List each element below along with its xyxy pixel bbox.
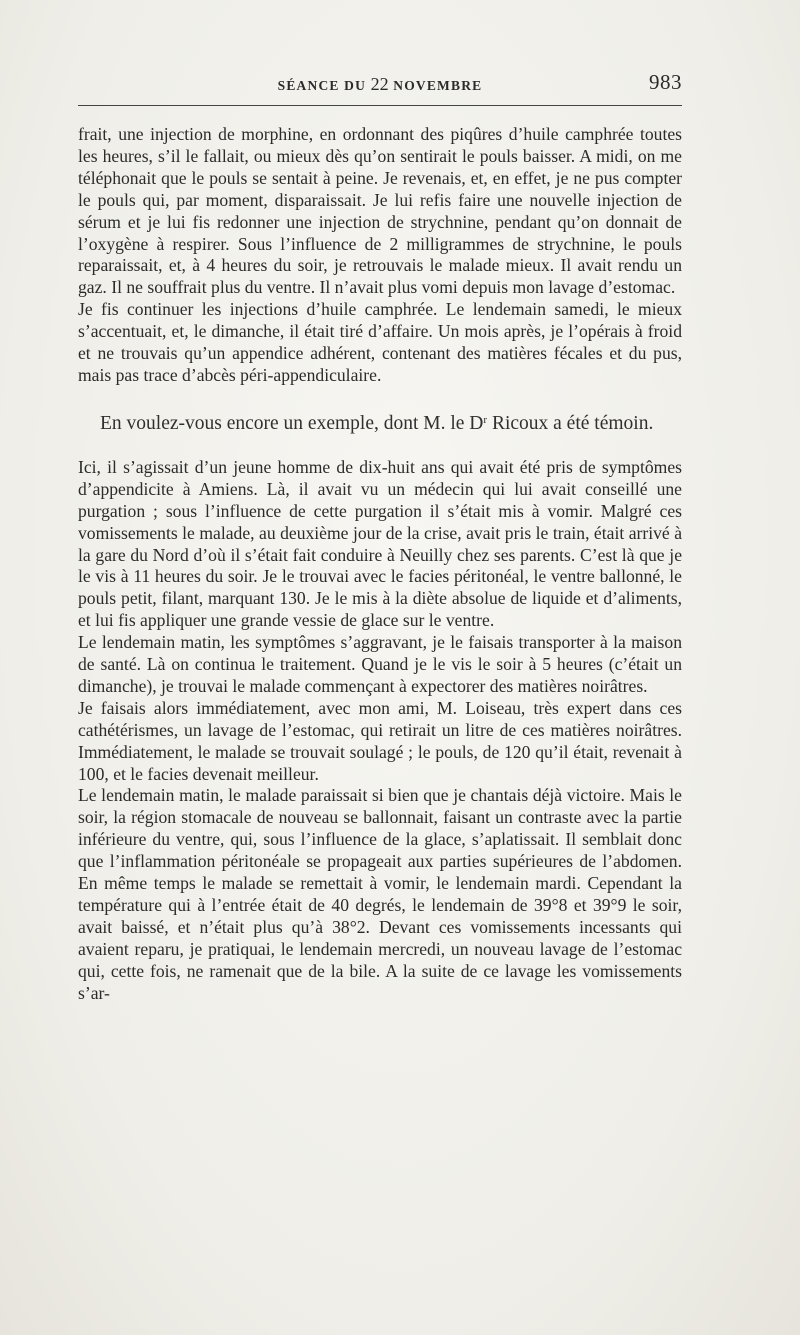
paragraph-5: Le lendemain matin, les symptômes s’aggravant, je le faisais transporter à la maison de santé. Là on continua le traitement. Quand je le vis le soir à 5 heures (c’était un dimanche), je trouvai le malade commençant à expectorer des matières noirâtres. — [78, 632, 682, 696]
running-head-date: 22 — [370, 74, 389, 94]
paragraph-3-superscript: r — [483, 413, 488, 426]
page-number: 983 — [649, 70, 682, 94]
paragraph-3-start: En voulez-vous encore un exemple, dont M. le D — [100, 412, 484, 434]
paragraph-6: Je faisais alors immédiatement, avec mon ami, M. Loiseau, très expert dans ces cathétérismes, un lavage de l’estomac, qui retirait un litre de ces matières noirâtres. Immédiatement, le malade se trouvait soulagé ; le pouls, de 120 qu’il était, revenait à 100, et le facies devenait meilleur. — [78, 697, 682, 784]
paragraph-1: frait, une injection de morphine, en ordonnant des piqûres d’huile camphrée toutes les heures, s’il le fallait, ou mieux dès qu’on sentirait le pouls baisser. A midi, on me téléphonait que le pouls se sentait à peine. Je revenais, et, en effet, je ne pus compter le pouls qui, par moment, disparaissait. Je lui refis faire une nouvelle injection de sérum et je lui fis redonner une injection de strychnine, pendant qu’on donnait de l’oxygène à respirer. Sous l’influence de 2 milligrammes de strychnine, le pouls reparaissait, et, à 4 heures du soir, je retrouvais le malade mieux. Il avait rendu un gaz. Il ne souffrait plus du ventre. Il n’avait plus vomi depuis mon lavage d’estomac. — [78, 124, 682, 298]
text-body — [78, 124, 682, 1005]
header-rule — [78, 105, 682, 106]
paragraph-3 — [78, 407, 682, 437]
paragraph-4: Ici, il s’agissait d’un jeune homme de dix-huit ans qui avait été pris de symptômes d’appendicite à Amiens. Là, il avait vu un médecin qui lui avait conseillé une purgation ; sous l’influence de cette purgation il s’était mis à vomir. Malgré ces vomissements le malade, au deuxième jour de la crise, avait pris le train, était arrivé à la gare du Nord d’où il s’était fait conduire à Neuilly chez ses parents. C’est là que je le vis à 11 heures du soir. Je le trouvai avec le facies péritonéal, le ventre ballonné, le pouls petit, filant, marquant 130. Je le mis à la diète absolue de liquide et d’aliments, et lui fis appliquer une grande vessie de glace sur le ventre. — [78, 456, 682, 631]
paragraph-2: Je fis continuer les injections d’huile camphrée. Le lendemain samedi, le mieux s’accentuait, et, le dimanche, il était tiré d’affaire. Un mois après, je l’opérais à froid et ne trouvais qu’un appendice adhérent, contenant des matières fécales et du pus, mais pas trace d’abcès péri-appendiculaire. — [78, 299, 682, 385]
running-head-month: NOVEMBRE — [393, 78, 483, 93]
running-head-prefix: SÉANCE DU — [277, 78, 367, 93]
paragraph-7: Le lendemain matin, le malade paraissait si bien que je chantais déjà victoire. Mais le soir, la région stomacale de nouveau se ballonnait, faisant un contraste avec la partie inférieure du ventre, qui, sous l’influence de la glace, s’aplatissait. Il semblait donc que l’inflammation péritonéale se propageait aux parties supérieures de l’abdomen. En même temps le malade se remettait à vomir, le lendemain mardi. Cependant la température qui à l’entrée était de 40 degrés, le lendemain de 39°8 et 39°9 le soir, avait baissé, et n’était plus qu’à 38°2. Devant ces vomissements incessants qui avaient reparu, je pratiquai, le lendemain mercredi, un nouveau lavage de l’estomac qui, cette fois, ne ramenait que de la bile. A la suite de ce lavage les vomissements s’ar- — [78, 785, 682, 1003]
paragraph-3-end: Ricoux a été témoin. — [487, 412, 654, 434]
running-head — [78, 74, 682, 95]
page-header — [78, 72, 682, 96]
